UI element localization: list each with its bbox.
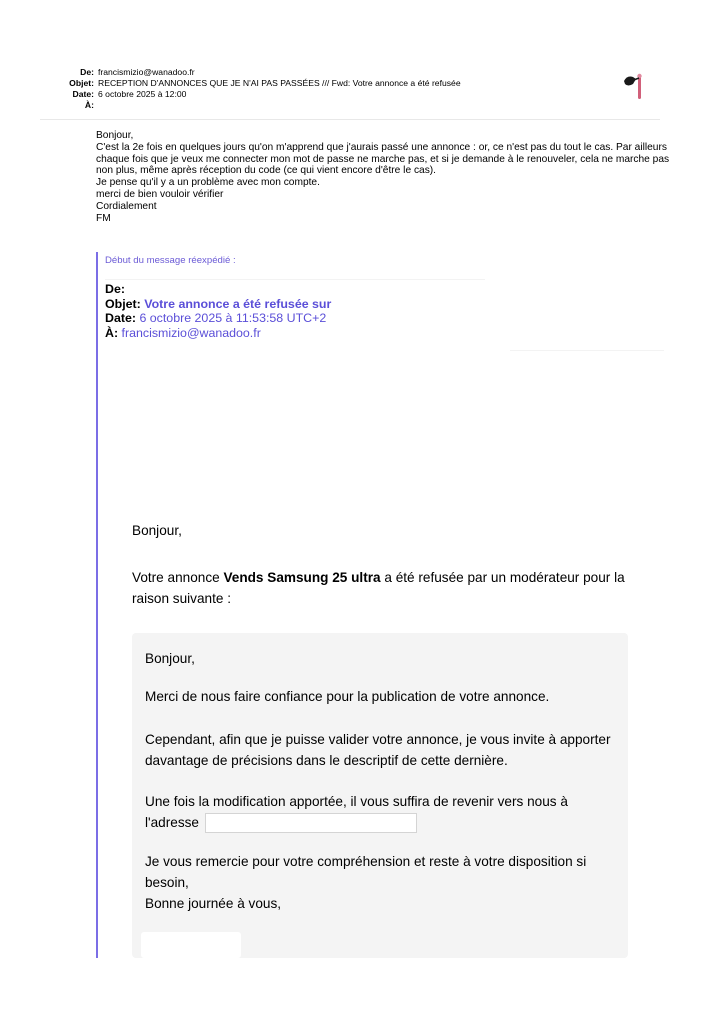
moderator-paragraph-3-text: Une fois la modification apportée, il vous suffira de revenir vers nous à l'adresse [145,794,568,830]
moderator-paragraph-3 [145,791,621,833]
moderator-greeting: Bonjour, [145,651,195,666]
header-divider [40,119,660,120]
forward-date-row [105,311,331,326]
header-subject-label: Objet: [69,78,94,88]
moderator-thanks: Je vous remercie pour votre compréhension et reste à votre disposition si besoin, [145,854,587,890]
header-date-row [40,89,660,100]
divider-line [510,350,664,351]
notice-intro [132,567,642,609]
header-to-label: À: [84,100,94,110]
notice-greeting: Bonjour, [132,523,182,538]
moderator-paragraph-1: Merci de nous faire confiance pour la publication de votre annonce. [145,689,550,704]
redacted-address-field [205,813,417,833]
moderator-paragraph-2: Cependant, afin que je puisse valider votre annonce, je vous invite à apporter davantage de précisions dans le descriptif de cette dernière. [145,732,611,768]
forward-to-row [105,326,331,341]
notice-intro-before: Votre annonce [132,570,224,585]
message-body [96,130,676,224]
listing-title: Vends Samsung 25 ultra [223,570,381,585]
forward-label: Début du message réexpédié : [105,255,236,266]
moderator-signoff: Bonne journée à vous, [145,896,282,911]
header-from-row [40,67,660,78]
forward-to-label: À: [105,325,119,340]
email-header [40,67,660,111]
forward-subject-label: Objet: [105,296,141,311]
forward-subject-row [105,297,331,312]
divider-line [105,279,485,280]
forward-to-value[interactable]: francismizio@wanadoo.fr [121,325,261,340]
forward-date-label: Date: [105,311,136,325]
message-line: merci de bien vouloir vérifier [96,188,224,200]
message-line: FM [96,212,111,224]
message-line: C'est la 2e fois en quelques jours qu'on m'apprend que j'aurais passé une annonce : or, ce n'est pas du tout le cas. Par ailleurs chaque fois que je veux me connecter mon mot de passe ne marche pas, et si je demande à le renouveler, cela ne marche pas non plus, même après réception du code (ce qui vient encore d'être le cas). [96,141,670,177]
header-from-label: De: [80,67,94,77]
header-subject-row [40,78,660,89]
header-subject-value: RECEPTION D'ANNONCES QUE JE N'AI PAS PASSÉES /// Fwd: Votre annonce a été refusée [98,78,461,88]
redacted-block [141,932,241,958]
sender-logo-icon [622,72,650,102]
notice-intro-after: a été refusée par un modérateur pour la raison suivante : [132,570,625,606]
header-date-value: 6 octobre 2025 à 12:00 [98,89,187,99]
forward-date-value: 6 octobre 2025 à 11:53:58 UTC+2 [139,311,327,325]
forward-quote-bar [96,252,98,958]
header-date-label: Date: [72,89,94,99]
header-from-value[interactable]: francismizio@wanadoo.fr [98,67,195,77]
forward-from-label: De: [105,282,125,296]
forward-header [105,282,331,340]
message-line: Je pense qu'il y a un problème avec mon compte. [96,177,320,189]
forward-from-row [105,282,331,297]
moderator-paragraph-4 [145,851,621,914]
forward-subject-value: Votre annonce a été refusée sur [144,296,332,311]
message-line: Cordialement [96,200,157,212]
message-line: Bonjour, [96,130,134,141]
header-to-row [40,100,660,111]
